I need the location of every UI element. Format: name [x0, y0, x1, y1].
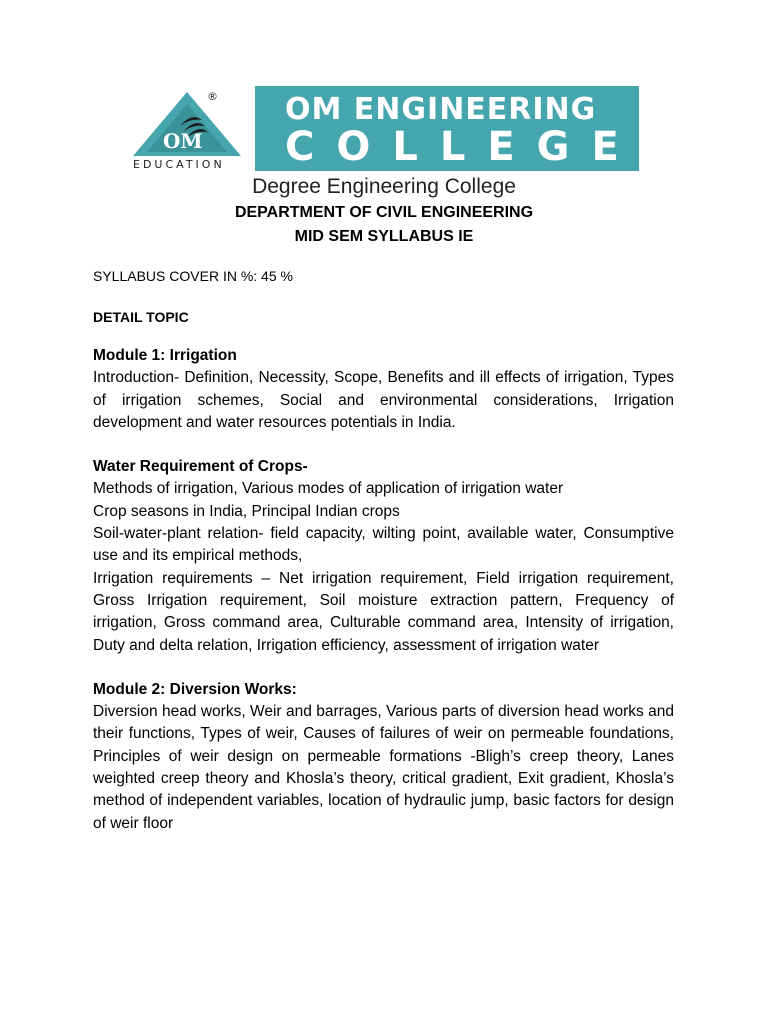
- college-header: [125, 86, 639, 171]
- svg-text:OM: OM: [163, 129, 203, 153]
- detail-topic-heading: DETAIL TOPIC: [93, 309, 189, 325]
- water-requirement-para-4: Irrigation requirements – Net irrigation requirement, Field irrigation requirement, Gross Irrigation requirement, Soil moisture extraction pattern, Frequency of irrigation, Gross command area, Culturable command area, Intensity of irrigation, Duty and delta relation, Irrigation efficiency, assessment of irrigation water: [93, 569, 674, 654]
- document-title: MID SEM SYLLABUS IE: [294, 228, 474, 245]
- college-banner: [255, 86, 639, 171]
- college-logo: [125, 86, 255, 171]
- svg-text:EDUCATION: EDUCATION: [133, 158, 225, 171]
- module1-heading: Module 1: Irrigation: [93, 347, 237, 364]
- module2-heading: Module 2: Diversion Works:: [93, 680, 297, 698]
- water-requirement-heading: Water Requirement of Crops-: [93, 458, 308, 476]
- banner-title-line2: COLLEGE: [285, 124, 641, 170]
- module2-body: Diversion head works, Weir and barrages, Various parts of diversion head works and their functions, Types of weir, Causes of failures of weir on permeable foundations, Principles of weir design on permeable formations -Bligh’s creep theory, Lanes weighted creep theory and Khosla’s theory, critical gradient, Exit gradient, Khosla’s method of independent variables, location of hydraulic jump, basic factors for design of weir floor: [93, 703, 674, 832]
- department-heading: DEPARTMENT OF CIVIL ENGINEERING: [234, 204, 534, 221]
- water-requirement-para-1: Methods of irrigation, Various modes of application of irrigation water: [93, 480, 564, 498]
- syllabus-cover-text: SYLLABUS COVER IN %: 45 %: [93, 268, 293, 284]
- water-requirement-para-3: Soil-water-plant relation- field capacity, wilting point, available water, Consumptive use and its empirical methods,: [93, 525, 674, 565]
- module1-body: Introduction- Definition, Necessity, Scope, Benefits and ill effects of irrigation, Types of irrigation schemes, Social and environmental considerations, Irrigation development and water resources potentials in India.: [93, 369, 674, 431]
- banner-title-line1: OM ENGINEERING: [285, 92, 597, 127]
- water-requirement-para-2: Crop seasons in India, Principal Indian crops: [93, 502, 400, 520]
- svg-text:®: ®: [207, 90, 218, 103]
- syllabus-content: [93, 345, 674, 835]
- college-subtitle: Degree Engineering College: [252, 175, 516, 198]
